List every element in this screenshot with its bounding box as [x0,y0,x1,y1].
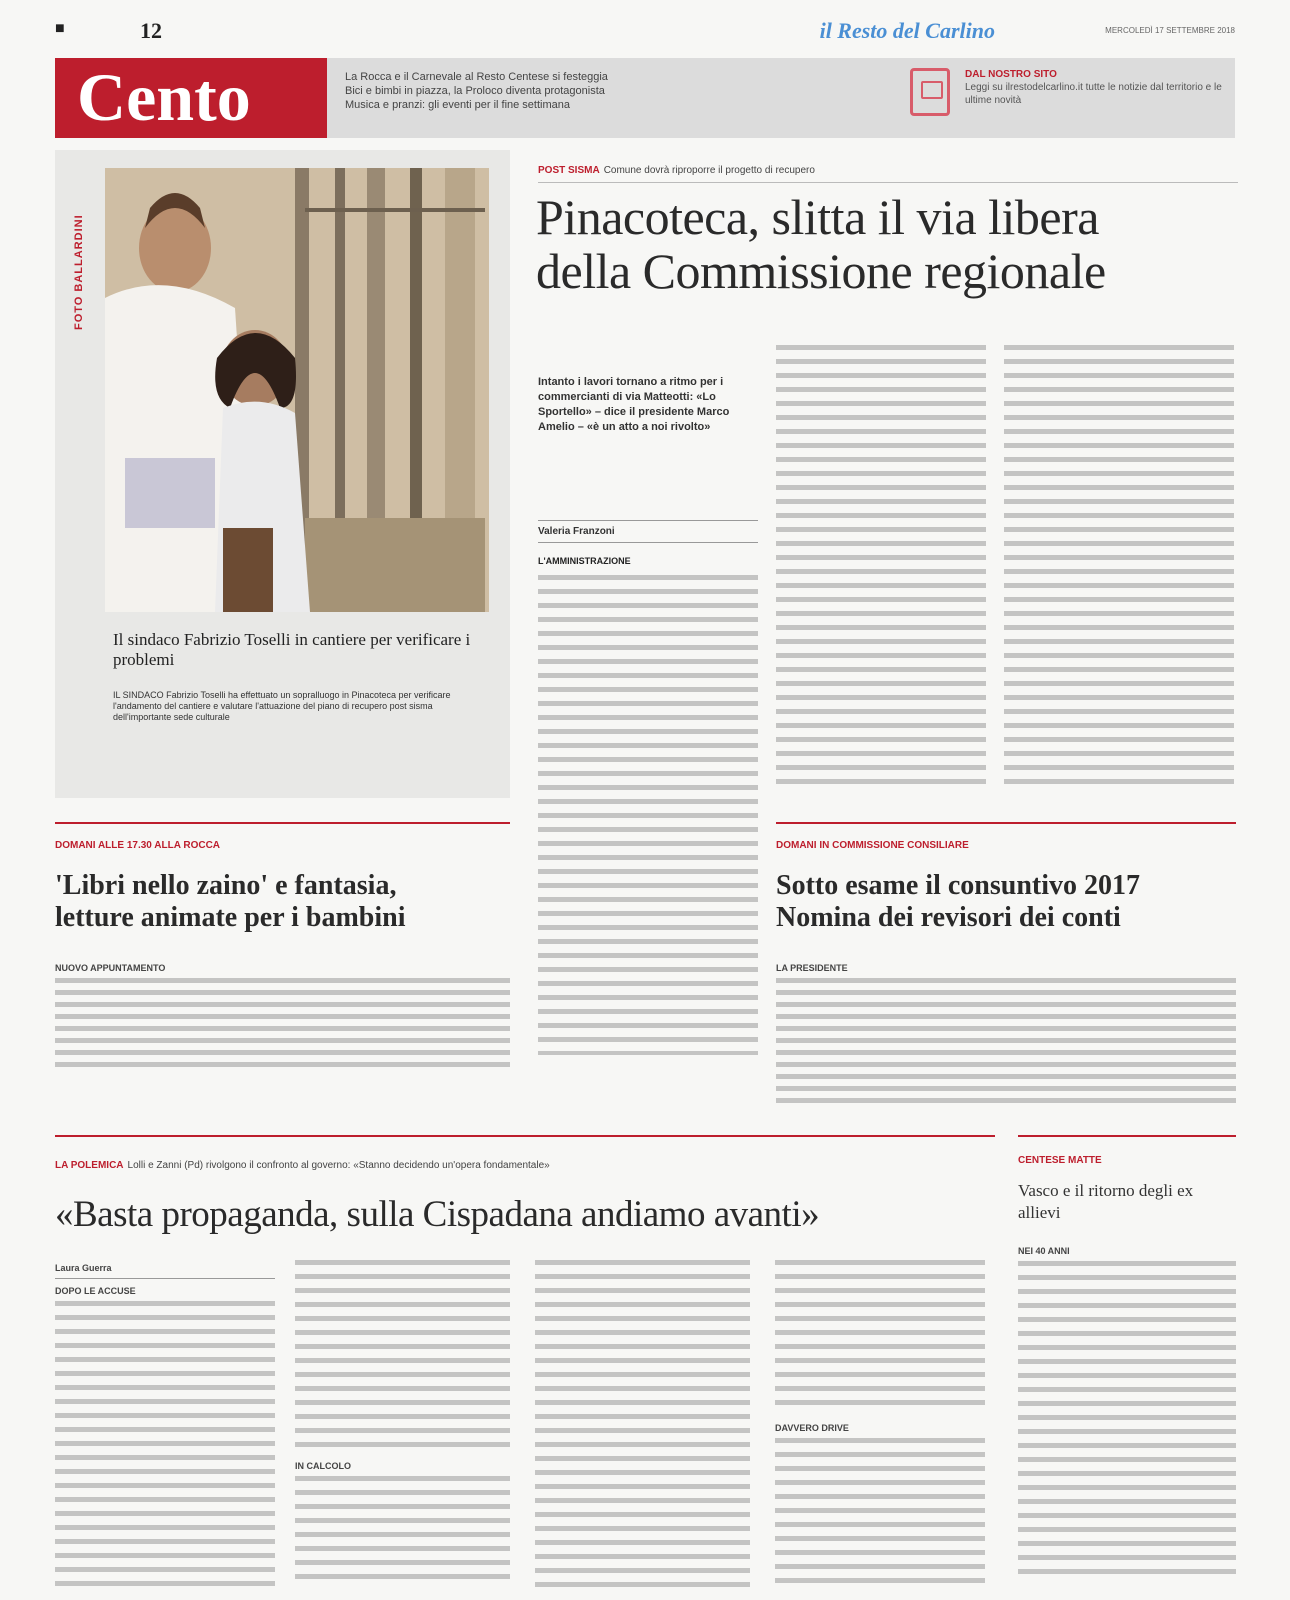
left-story-headline[interactable] [55,870,510,934]
right-story-body [776,962,1236,1108]
sidebar-kicker: CENTESE MATTE [1018,1155,1102,1166]
right-story-headline[interactable] [776,870,1236,934]
right-story-kicker: DOMANI IN COMMISSIONE CONSILIARE [776,840,969,851]
section-title: Cento [55,58,327,138]
text-lines [295,1476,510,1586]
main-column-2 [776,345,986,785]
photo-caption-title: Il sindaco Fabrizio Toselli in cantiere per verificare i problemi [113,630,471,669]
main-summary: Intanto i lavori tornano a ritmo per i commercianti di via Matteotti: «Lo Sportello» – dice il presidente Marco Amelio – «è un atto a noi rivolto» [538,376,730,433]
main-lead: L'AMMINISTRAZIONE [538,556,631,566]
promo-box[interactable] [965,68,1225,107]
main-headline[interactable] [536,190,1236,298]
bottom-story-rule [55,1135,995,1137]
teaser-1[interactable]: La Rocca e il Carnevale al Resto Centese si festeggia [345,71,608,83]
sidebar-headline[interactable]: Vasco e il ritorno degli ex allievi [1018,1181,1194,1222]
bottom-kicker-label: LA POLEMICA [55,1160,124,1171]
right-story-headline-line2: Nomina dei revisori dei conti [776,902,1121,933]
promo-text: Leggi su ilrestodelcarlino.it tutte le notizie dal territorio e le ultime novità [965,82,1222,106]
bottom-column-4 [775,1260,985,1590]
left-story-headline-line1: 'Libri nello zaino' e fantasia, [55,870,397,901]
promo-kicker: DAL NOSTRO SITO [965,69,1057,80]
right-story-rule [776,822,1236,824]
section-teasers [345,70,715,112]
text-lines [775,1260,985,1410]
main-kicker [538,160,1238,183]
left-story-headline-line2: letture animate per i bambini [55,902,406,933]
photo-panel [55,150,510,798]
left-story-kicker: DOMANI ALLE 17.30 ALLA ROCCA [55,840,221,851]
news-photo [105,168,489,612]
masthead: il Resto del Carlino [819,18,995,43]
main-headline-line1: Pinacoteca, slitta il via libera [536,189,1099,245]
text-lines [538,575,758,1055]
bottom-headline[interactable]: «Basta propaganda, sulla Cispadana andiamo avanti» [55,1194,820,1235]
main-column-3 [1004,345,1234,785]
section-header [55,58,1235,138]
main-headline-line2: della Commissione regionale [536,243,1106,299]
right-story-headline-line1: Sotto esame il consuntivo 2017 [776,870,1140,901]
text-lines [776,978,1236,1108]
device-icon [910,68,950,116]
sidebar-lead: NEI 40 ANNI [1018,1246,1070,1256]
page-marker: ■ [55,20,65,37]
sidebar-rule [1018,1135,1236,1137]
bottom-column-3 [535,1260,750,1590]
teaser-3[interactable]: Musica e pranzi: gli eventi per il fine settimana [345,99,570,111]
bottom-column-1 [55,1285,275,1590]
main-column-1 [538,555,758,1055]
text-lines [775,1438,985,1588]
sidebar-body [1018,1245,1236,1590]
right-story-lead: LA PRESIDENTE [776,963,848,973]
bottom-lead-2: IN CALCOLO [295,1461,351,1471]
main-byline: Valeria Franzoni [538,520,758,543]
text-lines [1018,1261,1236,1581]
main-kicker-text: Comune dovrà riproporre il progetto di recupero [603,165,815,176]
bottom-lead-3: DAVVERO DRIVE [775,1423,849,1433]
text-lines [55,1301,275,1586]
left-story-body [55,962,510,1074]
bottom-kicker-text: Lolli e Zanni (Pd) rivolgono il confronto al governo: «Stanno decidendo un'opera fondamentale» [127,1160,550,1171]
photo-credit: FOTO BALLARDINI [73,214,85,330]
text-lines [295,1260,510,1450]
bottom-column-2 [295,1260,510,1590]
main-kicker-label: POST SISMA [538,165,600,176]
left-story-lead: NUOVO APPUNTAMENTO [55,963,166,973]
bottom-lead-1: DOPO LE ACCUSE [55,1286,136,1296]
photo-caption-body: IL SINDACO Fabrizio Toselli ha effettuato un sopralluogo in Pinacoteca per verificare l'andamento del cantiere e valutare l'attuazione del piano di recupero post sisma dell'importante sede culturale [113,690,451,722]
bottom-kicker [55,1155,995,1173]
text-lines [55,978,510,1074]
left-story-rule [55,822,510,824]
teaser-2[interactable]: Bici e bimbi in piazza, la Proloco diventa protagonista [345,85,605,97]
page-number: 12 [140,18,162,43]
top-bar [55,18,1235,44]
bottom-byline: Laura Guerra [55,1262,275,1279]
issue-date: MERCOLEDÌ 17 SETTEMBRE 2018 [1105,26,1235,35]
